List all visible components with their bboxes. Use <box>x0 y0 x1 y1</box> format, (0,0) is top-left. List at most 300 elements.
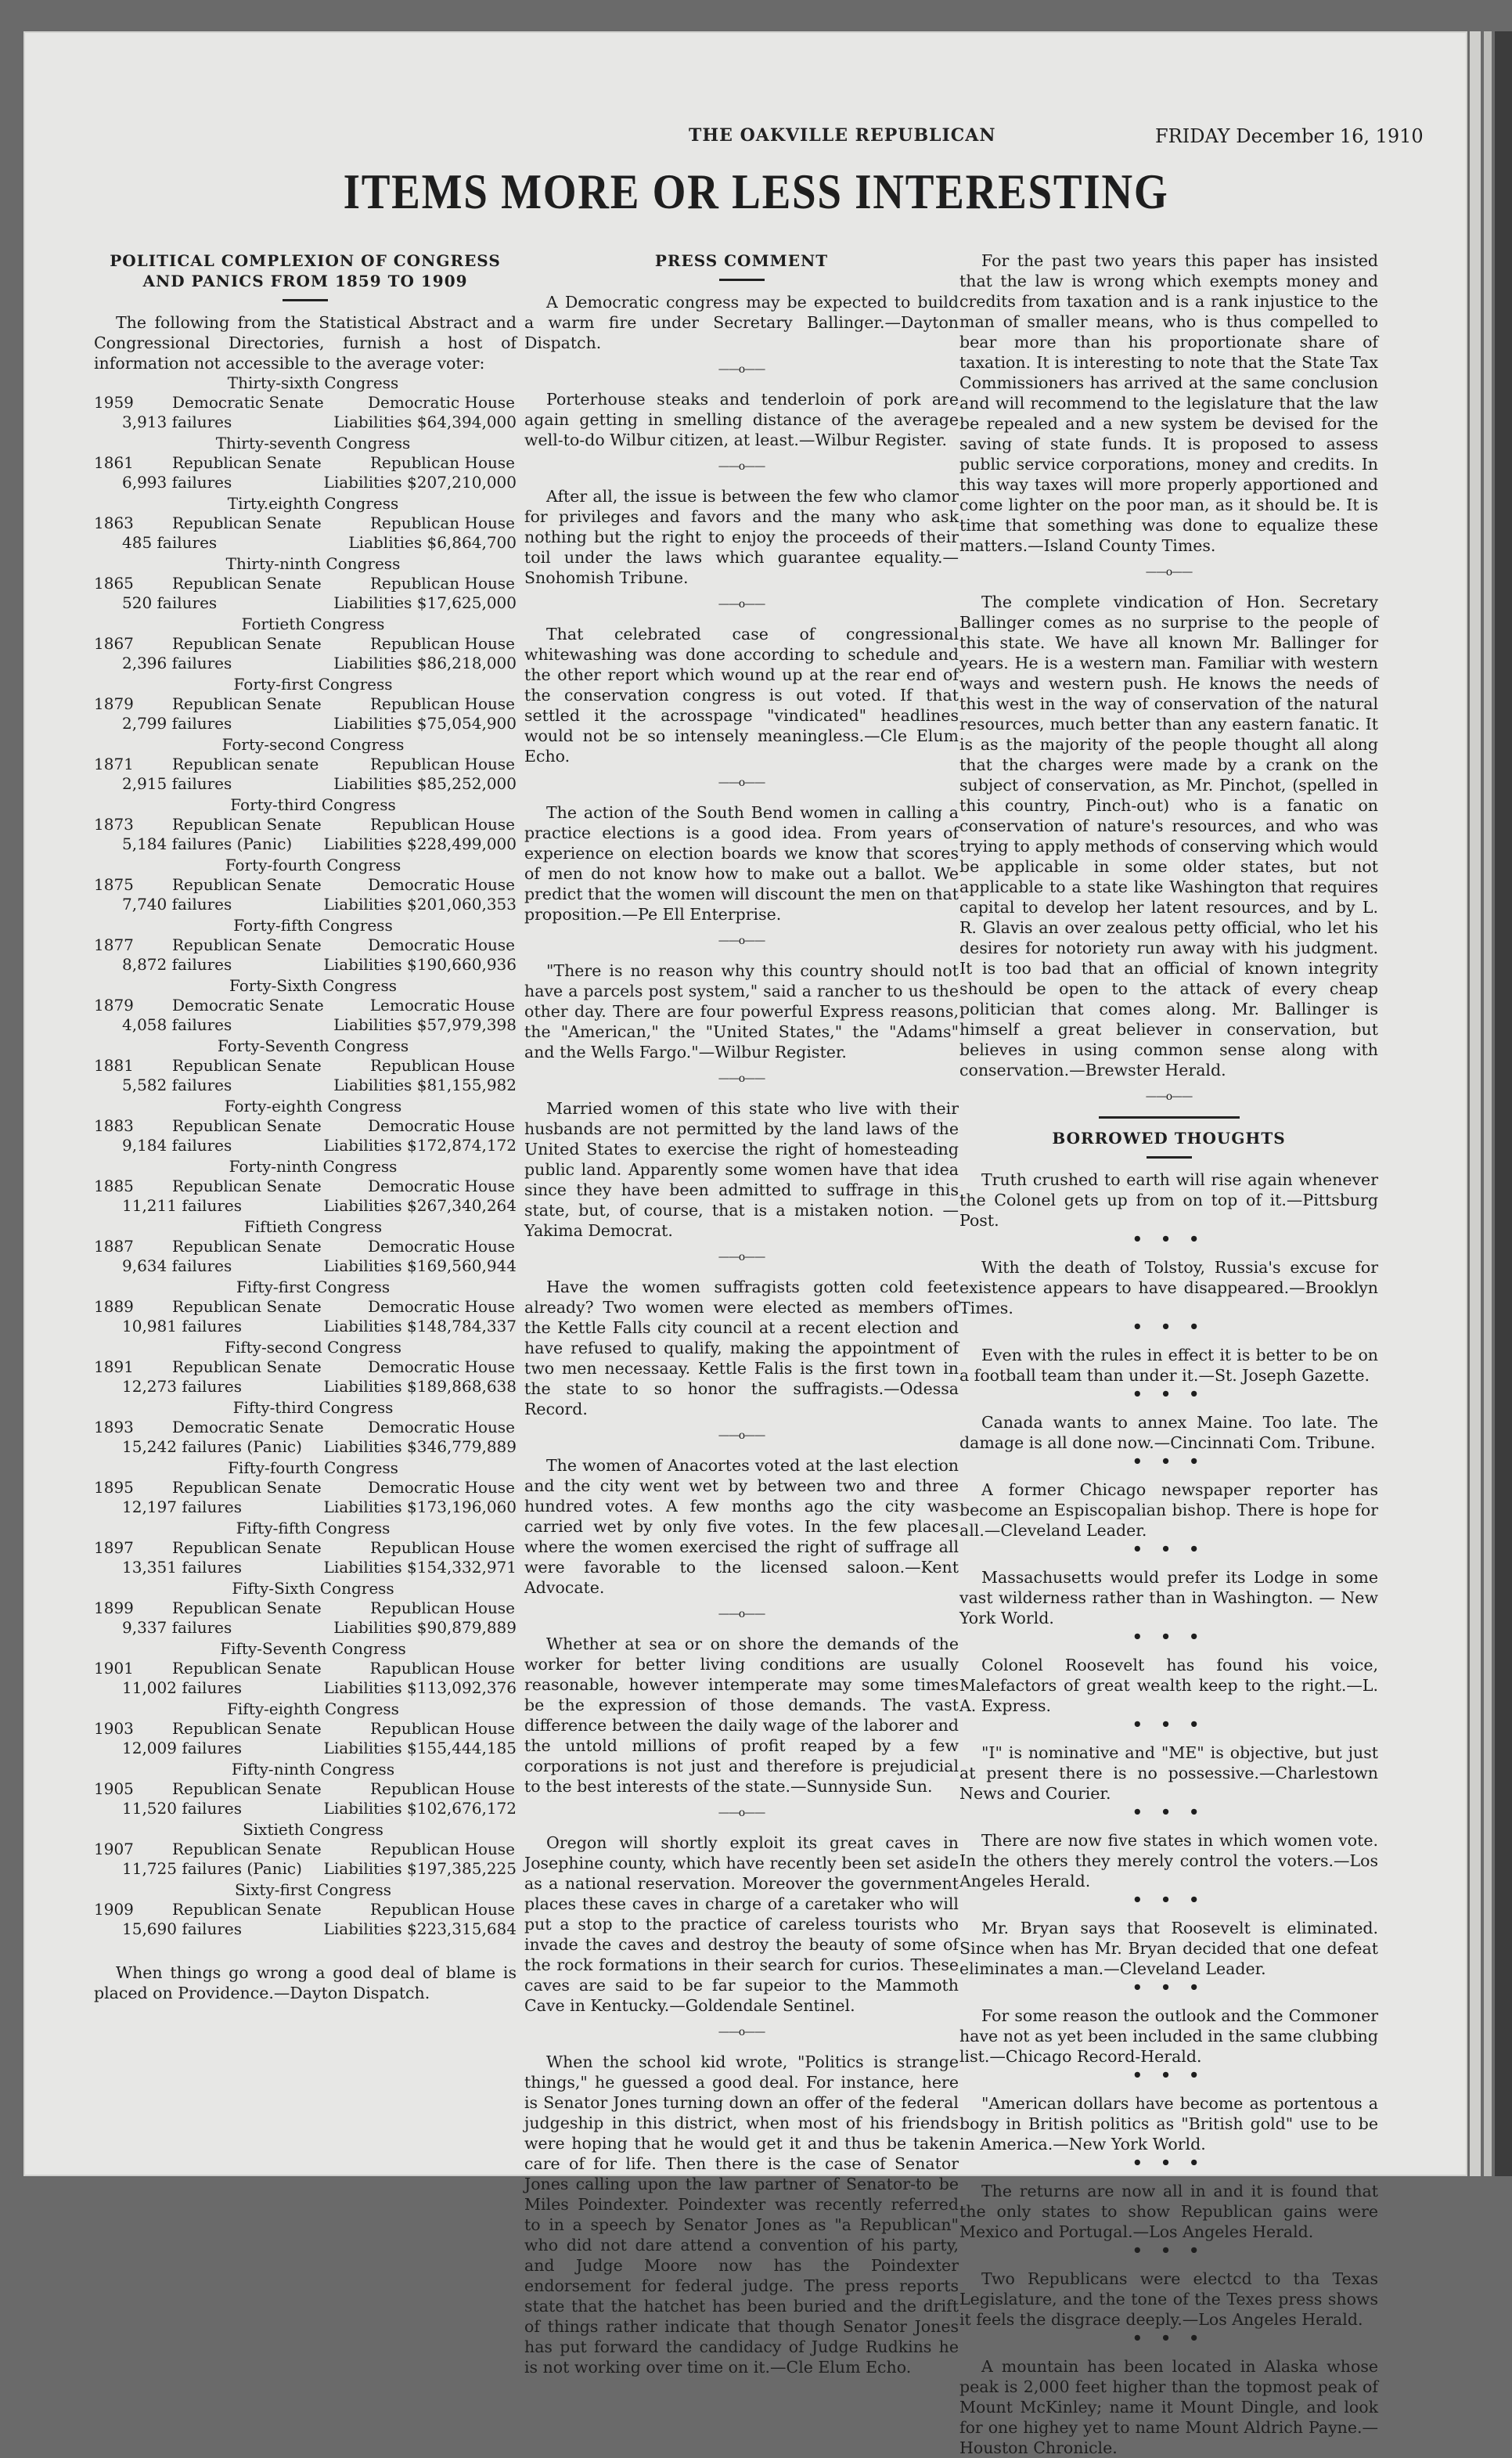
thought-divider: • • • <box>1132 1627 1206 1646</box>
item-separator: ——o—— <box>718 1429 765 1442</box>
failures-count: 2,799 failures <box>122 714 232 733</box>
failures-count: 11,725 failures (Panic) <box>122 1859 302 1878</box>
congress-entry <box>94 1820 517 1879</box>
senate-party: Republican Senate <box>172 1598 322 1617</box>
congress-name: Forty-first Congress <box>233 675 393 694</box>
congress-entry <box>94 434 517 492</box>
house-party: Democratic House <box>367 875 515 894</box>
congress-entry <box>94 735 517 794</box>
congress-name: Fiftieth Congress <box>243 1217 383 1236</box>
failures-count: 9,634 failures <box>122 1256 232 1275</box>
congress-year: 1887 <box>94 1237 134 1256</box>
failures-count: 13,351 failures <box>122 1558 242 1577</box>
congress-row <box>94 694 517 714</box>
congress-row <box>94 1719 517 1739</box>
congress-row <box>94 1779 517 1799</box>
press-item: The women of Anacortes voted at the last election and the city went wet by between two and three hundred votes. A few months ago the city was carried wet by only five votes. In the few places where the women exercised the right of suffrage all were favorable to the licensed saloon.—Kent Advocate. <box>524 1456 959 1597</box>
thought-item: A mountain has been located in Alaska whose peak is 2,000 feet higher than the topmost peak of Mount McKinley; name it Mount Dingle, and look for one highey yet to name Mount Aldrich Payne.—Houston Chronicle. <box>959 2357 1378 2457</box>
congress-entry <box>94 494 517 553</box>
congress-row <box>94 393 517 413</box>
failures-count: 2,396 failures <box>122 654 232 672</box>
thought-divider: • • • <box>1132 1540 1206 1559</box>
congress-name: Thirty-sixth Congress <box>227 373 399 392</box>
congress-year: 1907 <box>94 1840 134 1858</box>
congress-entry <box>94 1458 517 1517</box>
congress-name: Fifty-fourth Congress <box>228 1458 398 1477</box>
congress-name: Fifty-eighth Congress <box>227 1699 399 1718</box>
congress-year: 1867 <box>94 634 134 653</box>
liabilities-amount: Liabilities $197,385,225 <box>323 1859 517 1878</box>
congress-row <box>94 1256 517 1276</box>
thought-item: Massachusetts would prefer its Lodge in some vast wilderness rather than in Washington. — New York World. <box>959 1568 1378 1627</box>
congress-entry <box>94 976 517 1035</box>
congress-entry <box>94 614 517 673</box>
congress-row <box>94 533 517 553</box>
section-rule <box>1099 1116 1240 1119</box>
thought-item: For some reason the outlook and the Commoner have not as yet been included in the same clubbing list.—Chicago Record-Herald. <box>959 2006 1378 2066</box>
congress-row <box>94 1357 517 1377</box>
thought-item: With the death of Tolstoy, Russia's excuse for existence appears to have disappeared.—Brooklyn Times. <box>959 1258 1378 1317</box>
congress-year: 1881 <box>94 1056 134 1075</box>
column-press-comment <box>524 250 959 2387</box>
senate-party: Republican Senate <box>172 935 322 954</box>
house-party: Republican House <box>370 1538 515 1557</box>
press-item: Porterhouse steaks and tenderloin of pork are again getting in smelling distance of the average well-to-do Wilbur citizen, at least.—Wilbur Register. <box>524 390 959 449</box>
congress-row <box>94 996 517 1015</box>
failures-count: 12,009 failures <box>122 1739 242 1757</box>
senate-party: Republican Senate <box>172 574 322 593</box>
senate-party: Republican Senate <box>172 1478 322 1497</box>
congress-entry <box>94 1880 517 1939</box>
press-item: That celebrated case of congressional whitewashing was done according to schedule and the other report which wound up at the rear end of the conservation congress is out voted. If that settled it the acrosspage "vindicated" headlines would not be so intensely meaningless.—Cle Elum Echo. <box>524 625 959 766</box>
congress-row <box>94 1498 517 1517</box>
failures-count: 4,058 failures <box>122 1015 232 1034</box>
congress-name: Fifty-ninth Congress <box>231 1760 395 1779</box>
liabilities-amount: Liabilities $172,874,172 <box>323 1136 517 1155</box>
thought-divider: • • • <box>1132 1317 1206 1336</box>
congress-year: 1909 <box>94 1900 134 1919</box>
congress-entry <box>94 916 517 975</box>
thought-item: "American dollars have become as portentous a bogy in British politics as "British gold" use to be in America.—New York World. <box>959 2094 1378 2153</box>
page-headline: ITEMS MORE OR LESS INTERESTING <box>343 164 1169 219</box>
senate-party: Republican Senate <box>172 1297 322 1316</box>
house-party: Republican House <box>370 694 515 713</box>
congress-row <box>94 834 517 854</box>
liabilities-amount: Liabilities $207,210,000 <box>323 473 517 492</box>
section-title: BORROWED THOUGHTS <box>1052 1129 1286 1148</box>
congress-row <box>94 755 517 774</box>
congress-entry <box>94 1639 517 1698</box>
thought-item: Colonel Roosevelt has found his voice, Malefactors of great wealth keep to the right.—L. A. Express. <box>959 1656 1378 1715</box>
congress-name: Thirty-ninth Congress <box>225 554 401 573</box>
failures-count: 8,872 failures <box>122 955 232 974</box>
item-separator: ——o—— <box>718 935 765 947</box>
congress-row <box>94 1799 517 1818</box>
congress-row <box>94 1418 517 1437</box>
masthead: THE OAKVILLE REPUBLICAN <box>689 125 996 146</box>
failures-count: 6,993 failures <box>122 473 232 492</box>
title-rule <box>283 299 328 301</box>
house-party: Republican House <box>370 634 515 653</box>
congress-name: Fifty-Sixth Congress <box>232 1579 394 1598</box>
congress-name: Fifty-second Congress <box>224 1338 402 1357</box>
failures-count: 520 failures <box>122 593 218 612</box>
thought-divider: • • • <box>1132 1715 1206 1734</box>
thought-item: Even with the rules in effect it is better to be on a football team than under it.—St. Joseph Gazette. <box>959 1346 1378 1385</box>
congress-entry <box>94 795 517 854</box>
congress-row <box>94 935 517 955</box>
congress-name: Forty-fourth Congress <box>225 856 401 874</box>
failures-count: 15,242 failures (Panic) <box>122 1437 302 1456</box>
congress-row <box>94 1056 517 1076</box>
editorial-items <box>959 250 1378 1104</box>
congress-entry <box>94 1398 517 1457</box>
house-party: Republican House <box>370 755 515 773</box>
press-item: Oregon will shortly exploit its great caves in Josephine county, which have recently been set aside as a national reservation. Moreover the government places these caves in charge of a caretaker who will put a stop to the practice of careless tourists who invade the caves and destroy the beauty of some of the rock formations in their search for curios. These caves are said to be far supeior to the Mammoth Cave in Kentucky.—Goldendale Sentinel. <box>524 1833 959 2015</box>
house-party: Republican House <box>370 1840 515 1858</box>
failures-count: 5,582 failures <box>122 1076 232 1094</box>
congress-entry <box>94 1217 517 1276</box>
item-separator: ——o—— <box>718 777 765 789</box>
congress-list <box>94 373 517 1939</box>
thought-item: "I" is nominative and "ME" is objective, but just at present there is no possessive.—Charlestown News and Courier. <box>959 1743 1378 1803</box>
house-party: Lemocratic House <box>369 996 515 1015</box>
senate-party: Republican Senate <box>172 1719 322 1738</box>
congress-name: Forty-fifth Congress <box>233 916 393 935</box>
congress-row <box>94 473 517 492</box>
section-title <box>94 250 517 291</box>
liabilities-amount: Liabilities $190,660,936 <box>323 955 517 974</box>
house-party: Republican House <box>370 815 515 834</box>
editorial-item: The complete vindication of Hon. Secretary Ballinger comes as no surprise to the people of this state. We have all known Mr. Ballinger for years. He is a western man. Familiar with western ways and western push. He knows the needs of this west in the way of conservation of the natural resources, much better than any eastern fanatic. It is as the majority of the people thought all along that the charges were made by a crank on the subject of conservation, as Mr. Pinchot, (spelled in this country, Pinch-out) who is a fanatic on conservation of nature's resources, and who was trying to apply methods of conserving which would be applicable in some older states, but not applicable to a state like Washington that requires capital to develop her latent resources, and by L. R. Glavis an over zealous petty official, who let his desires for notoriety run away with his judgment. It is too bad that an official of known integrity should be open to the attack of every cheap politician that comes along. Mr. Ballinger is himself a great believer in conservation, but believes in using common sense along with conservation.—Brewster Herald. <box>959 593 1378 1079</box>
senate-party: Republican Senate <box>172 453 322 472</box>
congress-row <box>94 593 517 613</box>
congress-year: 1879 <box>94 996 134 1015</box>
thought-divider: • • • <box>1132 2329 1206 2348</box>
congress-year: 1871 <box>94 755 134 773</box>
house-party: Republican House <box>370 1900 515 1919</box>
liabilities-amount: Liablities $6,864,700 <box>348 533 517 552</box>
congress-row <box>94 1116 517 1136</box>
section-title: PRESS COMMENT <box>654 251 829 270</box>
congress-name: Fifty-first Congress <box>236 1278 391 1296</box>
thought-divider: • • • <box>1132 2066 1206 2085</box>
congress-year: 1891 <box>94 1357 134 1376</box>
liabilities-amount: Liabilities $223,315,684 <box>323 1919 517 1938</box>
house-party: Rapublican House <box>369 1659 515 1678</box>
congress-row <box>94 1377 517 1397</box>
house-party: Republican House <box>370 1598 515 1617</box>
congress-name: Sixtieth Congress <box>243 1820 383 1839</box>
liabilities-amount: Liabilities $90,879,889 <box>333 1618 517 1637</box>
intro-paragraph: The following from the Statistical Abstract and Congressional Directories, furnish a host of information not accessible to the average voter: <box>94 313 517 373</box>
congress-name: Thirty-seventh Congress <box>215 434 411 452</box>
failures-count: 7,740 failures <box>122 895 232 914</box>
liabilities-amount: Liabilities $57,979,398 <box>333 1015 517 1034</box>
house-party: Democratic House <box>367 1116 515 1135</box>
item-separator: ——o—— <box>718 1251 765 1263</box>
house-party: Republican House <box>370 1719 515 1738</box>
house-party: Republican House <box>370 514 515 532</box>
congress-year: 1879 <box>94 694 134 713</box>
congress-entry <box>94 1157 517 1216</box>
congress-entry <box>94 856 517 914</box>
congress-name: Tirty.eighth Congress <box>227 494 399 513</box>
thought-item: A former Chicago newspaper reporter has become an Espiscopalian bishop. There is hope for all.—Cleveland Leader. <box>959 1480 1378 1540</box>
failures-count: 11,002 failures <box>122 1678 242 1697</box>
failures-count: 12,197 failures <box>122 1498 242 1516</box>
closing-paragraph: When things go wrong a good deal of blame is placed on Providence.—Dayton Dispatch. <box>94 1963 517 2002</box>
column-editorials <box>959 250 1378 2458</box>
press-item: Married women of this state who live with their husbands are not permitted by the land laws of the United States to exercise the right of homesteading public land. Apparently some women have that idea since they have been admitted to suffrage in this state, but, of course, that is a mistaken notion. — Yakima Democrat. <box>524 1099 959 1240</box>
house-party: Democratic House <box>367 1357 515 1376</box>
congress-name: Fortieth Congress <box>241 614 385 633</box>
liabilities-amount: Liabilities $155,444,185 <box>323 1739 517 1757</box>
senate-party: Democratic Senate <box>172 1418 324 1436</box>
dateline: FRIDAY December 16, 1910 <box>1155 125 1424 147</box>
congress-row <box>94 514 517 533</box>
senate-party: Republican senate <box>172 755 319 773</box>
liabilities-amount: Liabilities $86,218,000 <box>333 654 517 672</box>
press-item: When the school kid wrote, "Politics is strange things," he guessed a good deal. For instance, here is Senator Jones turning down an offer of the federal judgeship in this district, when most of his friends were hoping that he would get it and thus be taken care of for life. Then there is the case of Senator Jones calling upon the law partner of Senator-to be Miles Poindexter. Poindexter was recently referred to in a speech by Senator Jones as "a Republican" who did not dare attend a convention of his party, and Judge Moore now has the Poindexter endorsement for federal judge. The press reports state that the hatchet has been buried and the drift of things rather indicate that though Senator Jones has put forward the candidacy of Judge Rudkins he is not working over time on it.—Cle Elum Echo. <box>524 2053 959 2377</box>
house-party: Democratic House <box>367 1418 515 1436</box>
thought-item: Mr. Bryan says that Roosevelt is eliminated. Since when has Mr. Bryan decided that one defeat eliminates a man.—Cleveland Leader. <box>959 1919 1378 1978</box>
failures-count: 3,913 failures <box>122 413 232 431</box>
failures-count: 11,520 failures <box>122 1799 242 1818</box>
congress-row <box>94 1659 517 1678</box>
liabilities-amount: Liabilities $64,394,000 <box>333 413 517 431</box>
congress-name: Sixty-first Congress <box>235 1880 391 1899</box>
failures-count: 5,184 failures (Panic) <box>122 834 293 853</box>
congress-name: Forty-third Congress <box>230 795 396 814</box>
congress-entry <box>94 1097 517 1155</box>
congress-year: 1905 <box>94 1779 134 1798</box>
press-item: Have the women suffragists gotten cold feet already? Two women were elected as members of the Kettle Falls city council at a recent election and have refused to qualify, making the appointment of two men necessaay. Kettle Falis is the first town in the state to so honor the suffragists.—Odessa Record. <box>524 1278 959 1418</box>
congress-year: 1861 <box>94 453 134 472</box>
thought-divider: • • • <box>1132 1452 1206 1471</box>
liabilities-amount: Liabilities $169,560,944 <box>323 1256 517 1275</box>
page-edge <box>1470 31 1481 2176</box>
congress-name: Fifty-fifth Congress <box>236 1519 391 1537</box>
thought-divider: • • • <box>1132 1978 1206 1997</box>
section-title-line: AND PANICS FROM 1859 TO 1909 <box>142 272 468 290</box>
borrowed-thoughts <box>959 1170 1378 2458</box>
senate-party: Democratic Senate <box>172 996 324 1015</box>
congress-year: 1885 <box>94 1177 134 1195</box>
press-item: "There is no reason why this country should not have a parcels post system," said a rancher to us the other day. There are four powerful Express reasons, the "American," the "United States," the "Adams" and the Wells Fargo."—Wilbur Register. <box>524 961 959 1061</box>
house-party: Democratic House <box>367 1297 515 1316</box>
congress-name: Fifty-Seventh Congress <box>220 1639 406 1658</box>
title-rule <box>719 279 765 281</box>
congress-year: 1863 <box>94 514 134 532</box>
congress-row <box>94 1919 517 1939</box>
congress-row <box>94 875 517 895</box>
item-separator: ——o—— <box>718 2026 765 2038</box>
senate-party: Republican Senate <box>172 634 322 653</box>
congress-row <box>94 1678 517 1698</box>
section-title-line: POLITICAL COMPLEXION OF CONGRESS <box>110 251 501 270</box>
press-item: After all, the issue is between the few who clamor for privileges and favors and the many who ask nothing but the right to enjoy the proceeds of their toil under the laws which guarantee equality.—Snohomish Tribune. <box>524 487 959 587</box>
congress-row <box>94 1598 517 1618</box>
house-party: Republican House <box>370 1779 515 1798</box>
congress-row <box>94 1538 517 1558</box>
failures-count: 11,211 failures <box>122 1196 242 1215</box>
congress-row <box>94 654 517 673</box>
congress-year: 1875 <box>94 875 134 894</box>
liabilities-amount: Liabilities $85,252,000 <box>333 774 517 793</box>
house-party: Democratic House <box>367 935 515 954</box>
congress-entry <box>94 1579 517 1638</box>
congress-entry <box>94 1519 517 1577</box>
house-party: Republican House <box>370 453 515 472</box>
congress-year: 1865 <box>94 574 134 593</box>
congress-row <box>94 634 517 654</box>
congress-row <box>94 774 517 794</box>
item-separator: ——o—— <box>718 363 765 376</box>
liabilities-amount: Liabilities $102,676,172 <box>323 1799 517 1818</box>
thought-divider: • • • <box>1132 2241 1206 2260</box>
thought-divider: • • • <box>1132 2153 1206 2172</box>
thought-item: The returns are now all in and it is found that the only states to show Republican gains were Mexico and Portugal.—Los Angeles Herald. <box>959 2182 1378 2241</box>
congress-row <box>94 1558 517 1577</box>
congress-row <box>94 1177 517 1196</box>
congress-year: 1959 <box>94 393 134 412</box>
congress-year: 1873 <box>94 815 134 834</box>
congress-name: Forty-Sixth Congress <box>229 976 398 995</box>
senate-party: Republican Senate <box>172 1900 322 1919</box>
liabilities-amount: Liabilities $148,784,337 <box>323 1317 517 1335</box>
failures-count: 9,337 failures <box>122 1618 232 1637</box>
congress-row <box>94 574 517 593</box>
congress-row <box>94 1900 517 1919</box>
house-party: Democratic House <box>367 1478 515 1497</box>
thought-item: There are now five states in which women vote. In the others they merely control the voters.—Los Angeles Herald. <box>959 1831 1378 1890</box>
failures-count: 15,690 failures <box>122 1919 242 1938</box>
title-rule <box>1147 1156 1192 1159</box>
congress-row <box>94 815 517 834</box>
item-separator: ——o—— <box>1145 1090 1193 1103</box>
congress-entry <box>94 1278 517 1336</box>
failures-count: 9,184 failures <box>122 1136 232 1155</box>
congress-entry <box>94 373 517 432</box>
press-items <box>524 292 959 2377</box>
congress-row <box>94 1237 517 1256</box>
house-party: Republican House <box>370 574 515 593</box>
page-edge <box>1484 31 1492 2176</box>
thought-divider: • • • <box>1132 1230 1206 1249</box>
house-party: Democratic House <box>367 393 515 412</box>
congress-row <box>94 1015 517 1035</box>
senate-party: Republican Senate <box>172 1659 322 1678</box>
congress-entry <box>94 1760 517 1818</box>
congress-year: 1877 <box>94 935 134 954</box>
senate-party: Republican Senate <box>172 1357 322 1376</box>
congress-year: 1903 <box>94 1719 134 1738</box>
column-political-complexion <box>94 250 517 2003</box>
senate-party: Republican Senate <box>172 1538 322 1557</box>
congress-row <box>94 1618 517 1638</box>
thought-divider: • • • <box>1132 1385 1206 1404</box>
thought-item: Two Republicans were electcd to tha Texas Legislature, and the tone of the Texes press shows it feels the disgrace deeply.—Los Angeles Herald. <box>959 2269 1378 2329</box>
press-item: Whether at sea or on shore the demands of the worker for better living conditions are usually reasonable, however intemperate may some times be the expression of those demands. The vast difference between the daily wage of the laborer and the untold millions of profit reaped by a few corporations is not just and therefore is prejudicial to the best interests of the state.—Sunnyside Sun. <box>524 1634 959 1796</box>
senate-party: Republican Senate <box>172 1056 322 1075</box>
item-separator: ——o—— <box>1145 566 1193 578</box>
senate-party: Republican Senate <box>172 514 322 532</box>
congress-entry <box>94 1036 517 1095</box>
congress-year: 1899 <box>94 1598 134 1617</box>
senate-party: Republican Senate <box>172 1237 322 1256</box>
thought-divider: • • • <box>1132 1803 1206 1822</box>
senate-party: Republican Senate <box>172 1779 322 1798</box>
congress-row <box>94 895 517 914</box>
liabilities-amount: Liabilities $81,155,982 <box>333 1076 517 1094</box>
congress-row <box>94 1196 517 1216</box>
liabilities-amount: Liabilities $17,625,000 <box>333 593 517 612</box>
house-party: Democratic House <box>367 1177 515 1195</box>
liabilities-amount: Liabilities $201,060,353 <box>323 895 517 914</box>
liabilities-amount: Liabilities $113,092,376 <box>323 1678 517 1697</box>
senate-party: Republican Senate <box>172 1116 322 1135</box>
congress-year: 1893 <box>94 1418 134 1436</box>
congress-year: 1889 <box>94 1297 134 1316</box>
congress-row <box>94 714 517 733</box>
failures-count: 12,273 failures <box>122 1377 242 1396</box>
thought-item: Truth crushed to earth will rise again whenever the Colonel gets up from on top of it.—Pittsburg Post. <box>959 1170 1378 1230</box>
congress-row <box>94 1859 517 1879</box>
liabilities-amount: Liabilities $173,196,060 <box>323 1498 517 1516</box>
house-party: Democratic House <box>367 1237 515 1256</box>
house-party: Republican House <box>370 1056 515 1075</box>
press-item: The action of the South Bend women in calling a practice elections is a good idea. From years of experience on election boards we know that scores of men do not know how to make out a ballot. We predict that the women will discount the men on that proposition.—Pe Ell Enterprise. <box>524 803 959 924</box>
item-separator: ——o—— <box>718 1807 765 1819</box>
congress-row <box>94 1136 517 1155</box>
item-separator: ——o—— <box>718 460 765 473</box>
congress-name: Forty-eighth Congress <box>224 1097 402 1115</box>
liabilities-amount: Liabilities $228,499,000 <box>323 834 517 853</box>
thought-item: Canada wants to annex Maine. Too late. The damage is all done now.—Cincinnati Com. Tribune. <box>959 1413 1378 1452</box>
page-edge <box>1495 31 1512 2176</box>
congress-row <box>94 1437 517 1457</box>
senate-party: Democratic Senate <box>172 393 324 412</box>
senate-party: Republican Senate <box>172 1177 322 1195</box>
liabilities-amount: Liabilities $346,779,889 <box>323 1437 517 1456</box>
congress-name: Forty-ninth Congress <box>229 1157 398 1176</box>
congress-row <box>94 1297 517 1317</box>
press-item: A Democratic congress may be expected to build a warm fire under Secretary Ballinger.—Dayton Dispatch. <box>524 293 959 352</box>
congress-row <box>94 1840 517 1859</box>
editorial-item: For the past two years this paper has insisted that the law is wrong which exempts money and credits from taxation and is a rank injustice to the man of smaller means, who is thus compelled to bear more than his proportionate share of taxation. It is interesting to note that the State Tax Commissioners has arrived at the same conclusion and will recommend to the legislature that the law be repealed and a new system be devised for the saving of state funds. It is proposed to assess public service corporations, money and credits. In this way taxes will more properly apportioned and come lighter on the poor man, as it should be. It is time that something was done to equalize these matters.—Island County Times. <box>959 251 1378 555</box>
congress-entry <box>94 675 517 733</box>
item-separator: ——o—— <box>718 1608 765 1620</box>
congress-entry <box>94 1699 517 1758</box>
senate-party: Republican Senate <box>172 875 322 894</box>
liabilities-amount: Liabilities $189,868,638 <box>323 1377 517 1396</box>
congress-name: Fifty-third Congress <box>232 1398 394 1417</box>
failures-count: 2,915 failures <box>122 774 232 793</box>
liabilities-amount: Liabilities $267,340,264 <box>323 1196 517 1215</box>
congress-row <box>94 453 517 473</box>
senate-party: Republican Senate <box>172 815 322 834</box>
item-separator: ——o—— <box>718 598 765 611</box>
congress-name: Forty-second Congress <box>221 735 405 754</box>
congress-year: 1901 <box>94 1659 134 1678</box>
congress-year: 1895 <box>94 1478 134 1497</box>
thought-divider: • • • <box>1132 1890 1206 1909</box>
congress-year: 1883 <box>94 1116 134 1135</box>
senate-party: Republican Senate <box>172 694 322 713</box>
congress-row <box>94 1076 517 1095</box>
congress-row <box>94 1739 517 1758</box>
